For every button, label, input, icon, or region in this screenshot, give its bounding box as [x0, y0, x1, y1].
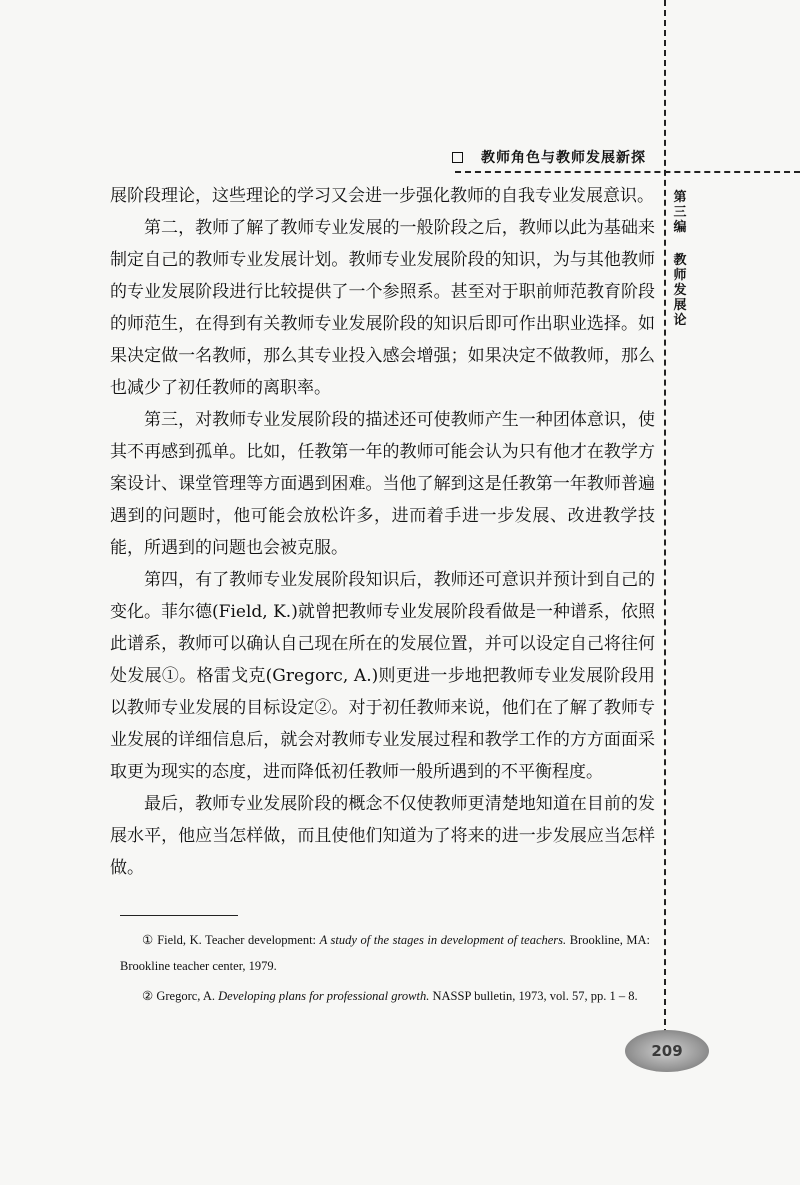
- footnote: [120, 983, 650, 1009]
- square-bullet-icon: [452, 152, 463, 163]
- body-text: [110, 180, 655, 884]
- footnote-title: Developing plans for professional growth.: [218, 989, 430, 1003]
- side-section-char: 教: [673, 253, 687, 268]
- footnotes: [120, 927, 650, 1013]
- footnote-source: Brookline, MA: Brookline teacher center, 1979.: [120, 933, 651, 973]
- page-number: 209: [651, 1042, 683, 1060]
- side-section-char: 师: [673, 268, 687, 283]
- paragraph-continued: 展阶段理论，这些理论的学习又会进一步强化教师的自我专业发展意识。: [110, 186, 654, 206]
- footnote: [120, 927, 650, 979]
- paragraph: 第二，教师了解了教师专业发展的一般阶段之后，教师以此为基础来制定自己的教师专业发展计划。教师专业发展阶段的知识，为与其他教师的专业发展阶段进行比较提供了一个参照系。甚至对于职前师范教育阶段的师范生，在得到有关教师专业发展阶段的知识后即可作出职业选择。如果决定做一名教师，那么其专业投入感会增强；如果决定不做教师，那么也减少了初任教师的离职率。: [110, 218, 655, 398]
- footnote-source: NASSP bulletin, 1973, vol. 57, pp. 1 – 8.: [429, 989, 638, 1003]
- header-title: 教师角色与教师发展新探: [481, 150, 646, 166]
- side-section-char: 发: [673, 283, 687, 298]
- paragraph: 第三，对教师专业发展阶段的描述还可使教师产生一种团体意识，使其不再感到孤单。比如，任教第一年的教师可能会认为只有他才在教学方案设计、课堂管理等方面遇到困难。当他了解到这是任教第一年教师普遍遇到的问题时，他可能会放松许多，进而着手进一步发展、改进教学技能，所遇到的问题也会被克服。: [110, 410, 655, 558]
- paragraph: 最后，教师专业发展阶段的概念不仅使教师更清楚地知道在目前的发展水平，他应当怎样做，而且使他们知道为了将来的进一步发展应当怎样做。: [110, 794, 655, 878]
- footnote-author: Gregorc, A.: [156, 989, 219, 1003]
- footnote-title: A study of the stages in development of teachers.: [319, 933, 567, 947]
- footnote-rule: [120, 915, 238, 916]
- running-header: [452, 146, 692, 168]
- side-part-char: 编: [673, 220, 687, 235]
- paragraph: 第四，有了教师专业发展阶段知识后，教师还可意识并预计到自己的变化。菲尔德(Field, K.)就曾把教师专业发展阶段看做是一种谱系，依照此谱系，教师可以确认自己现在所在的发展位置，并可以设定自己将往何处发展①。格雷戈克(Gregorc, A.)则更进一步地把教师专业发展阶段用以教师专业发展的目标设定②。对于初任教师来说，他们在了解了教师专业发展的详细信息后，就会对教师专业发展过程和教学工作的方方面面采取更为现实的态度，进而降低初任教师一般所遇到的不平衡程度。: [110, 570, 655, 782]
- side-part-char: 三: [673, 205, 687, 220]
- side-part-char: 第: [673, 190, 687, 205]
- side-tab: [671, 190, 689, 328]
- footnote-mark: ①: [142, 933, 154, 947]
- header-dashed-rule: [455, 171, 800, 173]
- side-section-char: 论: [673, 313, 687, 328]
- page-number-badge: [625, 1030, 709, 1072]
- side-section-char: 展: [673, 298, 687, 313]
- footnote-mark: ②: [142, 989, 154, 1003]
- footnote-author: Field, K. Teacher development:: [157, 933, 320, 947]
